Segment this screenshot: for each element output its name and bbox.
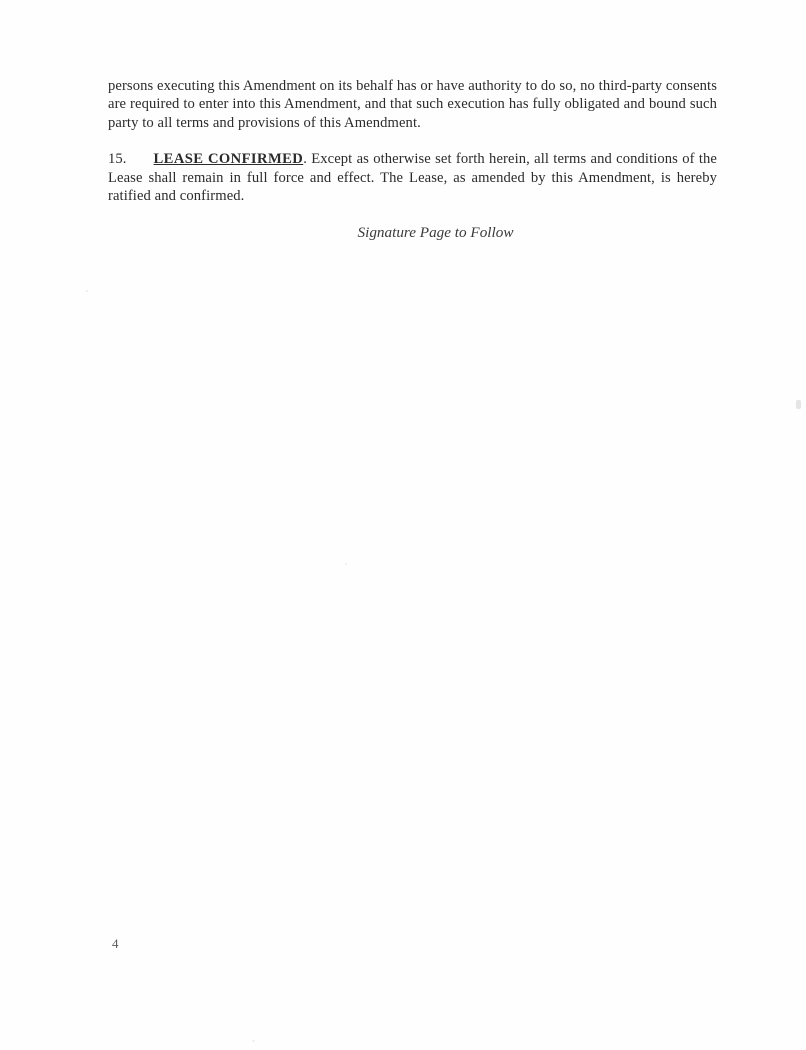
scan-artifact [252,1040,255,1042]
scan-artifact [86,290,88,292]
section-heading-lease-confirmed: LEASE CONFIRMED [153,150,304,167]
section-body-text: . Except as otherwise set forth herein, all terms and conditions of the Lease shall remain in full force and effect. The Lease, as amended by this Amendment, is hereby ratified and confirmed. [108,150,717,205]
signature-page-note: Signature Page to Follow [357,224,514,242]
section-number: 15. [108,150,127,167]
scan-artifact [345,563,347,565]
paragraph-lease-confirmed [108,150,717,206]
scan-artifact [796,400,801,409]
paragraph-authority: persons executing this Amendment on its behalf has or have authority to do so, no third-party consents are required to enter into this Amendment, and that such execution has fully obligated and bound such party to all terms and provisions of this Amendment. [108,78,717,131]
page-number: 4 [112,936,119,951]
document-text-block [108,77,717,242]
